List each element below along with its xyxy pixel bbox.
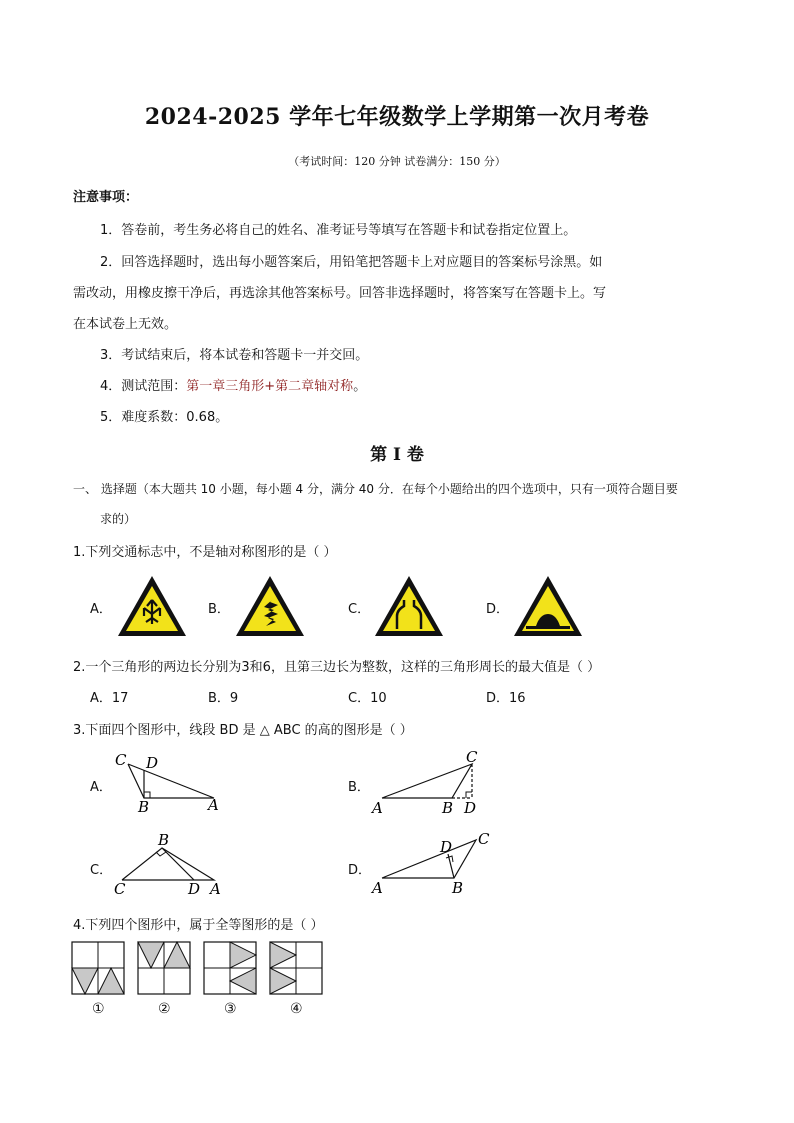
- traffic-sign-c-icon: [373, 574, 445, 638]
- point-a-label: A: [372, 879, 383, 897]
- q2-option-b: B．9: [208, 691, 239, 706]
- point-b-label: B: [452, 879, 464, 897]
- point-a-label: A: [208, 796, 219, 814]
- traffic-sign-b-icon: [234, 574, 306, 638]
- point-c-label: C: [478, 830, 490, 848]
- q2-option-a: A．17: [90, 691, 129, 706]
- q1-option-b-label: B．: [208, 602, 230, 617]
- q1-option-a-label: A．: [90, 602, 112, 617]
- point-d-label: D: [440, 838, 453, 856]
- notice-item-1: 1．答卷前，考生务必将自己的姓名、准考证号等填写在答题卡和试卷指定位置上。: [100, 223, 577, 238]
- traffic-sign-d-icon: [512, 574, 584, 638]
- traffic-sign-a-icon: [116, 574, 188, 638]
- q4-stem: 4.下列四个图形中，属于全等图形的是（ ）: [73, 918, 324, 933]
- point-b-label: B: [138, 798, 150, 816]
- q3-option-a-label: A．: [90, 780, 112, 795]
- q1-stem: 1.下列交通标志中，不是轴对称图形的是（ ）: [73, 545, 337, 560]
- point-d-label: D: [464, 799, 477, 817]
- point-c-label: C: [466, 748, 478, 766]
- point-c-label: C: [114, 880, 126, 898]
- point-b-label: B: [158, 831, 170, 849]
- q3-figure-c: [110, 830, 232, 898]
- exam-info: （考试时间：120 分钟 试卷满分：150 分）: [288, 155, 506, 168]
- point-d-label: D: [188, 880, 201, 898]
- q4-figure-1: [70, 940, 128, 998]
- point-d-label: D: [146, 754, 159, 772]
- q3-option-c-label: C．: [90, 863, 113, 878]
- part1-instructions: 一、 选择题（本大题共 10 小题，每小题 4 分，满分 40 分．在每个小题给出的四个选项中，只有一项符合题目要: [73, 482, 678, 496]
- q2-stem: 2.一个三角形的两边长分别为3和6，且第三边长为整数，这样的三角形周长的最大值是（ ）: [73, 660, 601, 675]
- point-a-label: A: [210, 880, 221, 898]
- notice-item-2-end: 在本试卷上无效。: [73, 317, 178, 332]
- q4-figure-2: [136, 940, 194, 998]
- part1-instructions-cont: 求的）: [100, 512, 137, 526]
- q4-label-3: ③: [224, 1001, 237, 1017]
- q4-figure-4: [268, 940, 326, 998]
- q3-figure-b: [366, 744, 490, 818]
- q3-stem: 3.下面四个图形中，线段 BD 是 △ ABC 的高的图形是（ ）: [73, 723, 413, 738]
- test-scope: 第一章三角形+第二章轴对称: [186, 379, 354, 394]
- q3-figure-a: [110, 748, 228, 816]
- q1-option-c-label: C．: [348, 602, 371, 617]
- notice-item-5: 5．难度系数：0.68。: [100, 410, 229, 425]
- q2-option-c: C．10: [348, 691, 387, 706]
- notice-item-2-cont: 需改动，用橡皮擦干净后，再选涂其他答案标号。回答非选择题时，将答案写在答题卡上。写: [73, 286, 607, 301]
- notice-item-2: 2．回答选择题时，选出每小题答案后，用铅笔把答题卡上对应题目的答案标号涂黑。如: [100, 255, 603, 270]
- q4-label-2: ②: [158, 1001, 171, 1017]
- q3-option-d-label: D．: [348, 863, 372, 878]
- page-title: 2024-2025 学年七年级数学上学期第一次月考卷: [144, 104, 650, 130]
- section-title: 第 Ⅰ 卷: [370, 445, 424, 465]
- point-c-label: C: [115, 751, 127, 769]
- q4-label-1: ①: [92, 1001, 105, 1017]
- notice-item-4-label: 4．测试范围：: [100, 379, 187, 394]
- point-a-label: A: [372, 799, 383, 817]
- notice-item-4-end: 。: [353, 379, 367, 394]
- q3-figure-d: [366, 826, 496, 898]
- q1-option-d-label: D．: [486, 602, 510, 617]
- notice-item-4: [100, 375, 366, 394]
- q3-option-b-label: B．: [348, 780, 370, 795]
- q4-figure-3: [202, 940, 260, 998]
- q4-label-4: ④: [290, 1001, 303, 1017]
- notice-item-3: 3．考试结束后，将本试卷和答题卡一并交回。: [100, 348, 369, 363]
- notice-heading: 注意事项：: [73, 190, 139, 205]
- point-b-label: B: [442, 799, 454, 817]
- q2-option-d: D．16: [486, 691, 526, 706]
